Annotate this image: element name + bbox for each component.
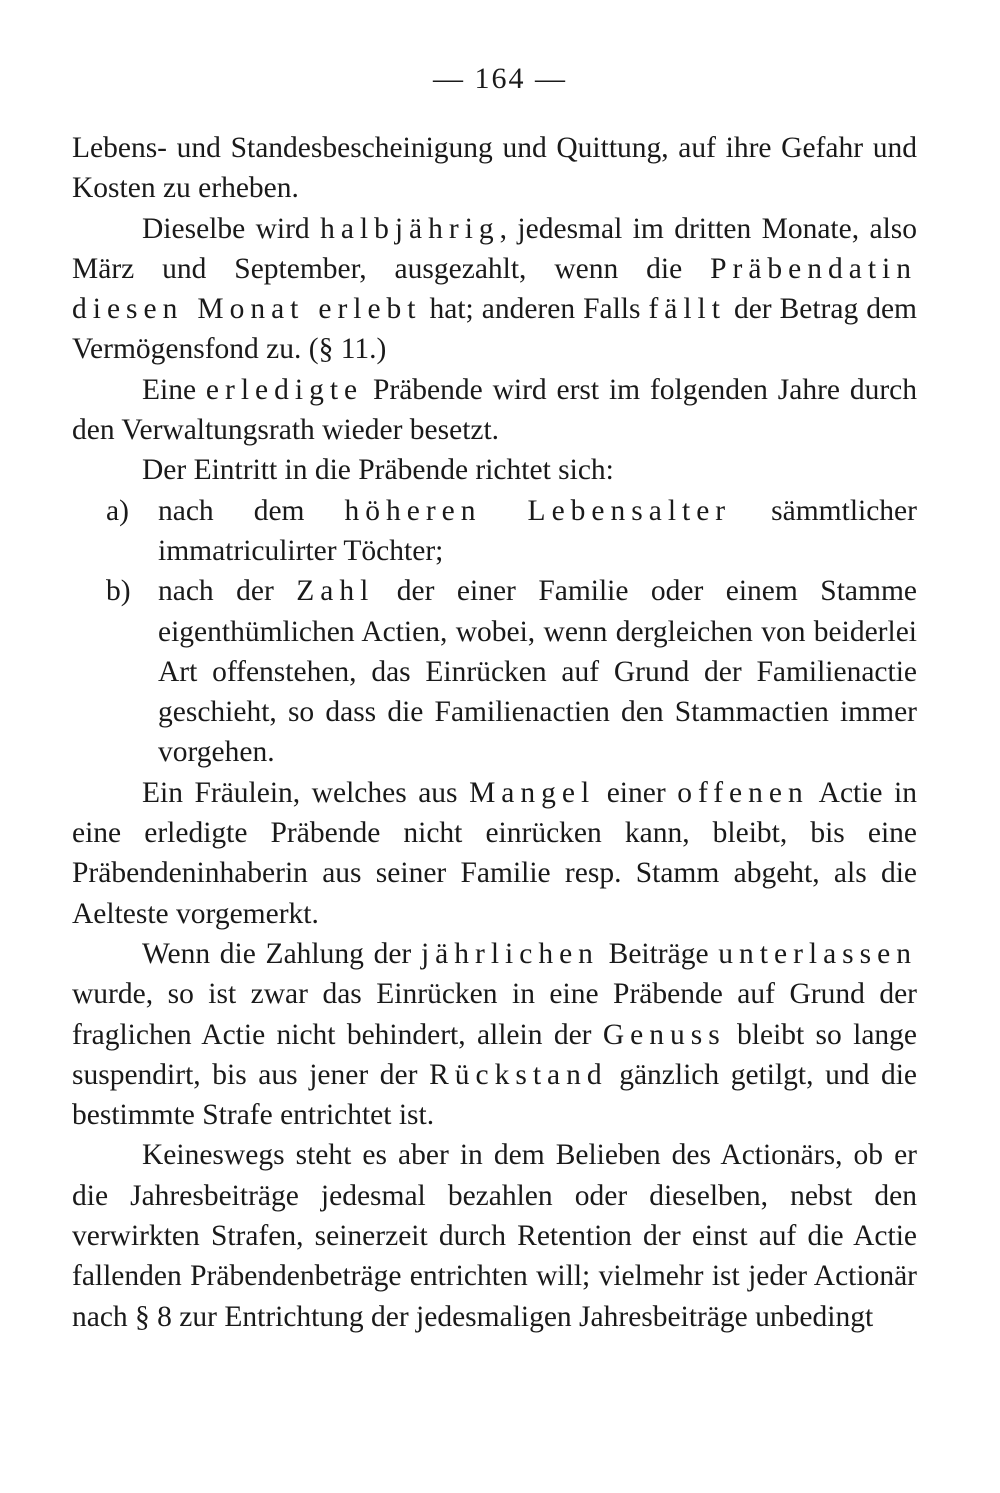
emphasis-spaced-text: jährlichen [420,937,599,970]
paragraph-text: sämmtlicher immatriculirter Töchter; [158,494,917,567]
paragraph-text: gänzlich getilgt, und die bestimmte Strafe entrichtet ist. [72,1058,917,1132]
paragraph-text: nach der [158,575,297,608]
paragraph-group-bottom [72,773,917,1337]
paragraph-text: Der Eintritt in die Präbende richtet sich: [142,454,614,487]
emphasis-spaced-text: erledigte [205,373,364,406]
paragraph-text: Lebens- und Standesbescheinigung und Quittung, auf ihre Gefahr und Kosten zu erheben. [72,132,917,205]
paragraph-p4 [72,450,917,490]
emphasis-spaced-text: Zahl [296,575,375,608]
list-item [72,491,917,572]
paragraph-text: Eine [142,373,206,406]
emphasis-spaced-text: Rückstand [429,1058,608,1091]
emphasis-spaced-text: halbjährig [320,212,500,245]
emphasis-spaced-text: offenen [677,776,809,809]
list-item [72,571,917,772]
paragraph-p2 [72,209,917,370]
paragraph-text: einer [595,776,678,809]
page-number-header: — 164 — [433,62,567,95]
paragraph-text: Beiträge [598,937,719,970]
paragraph-text: hat; anderen Falls [421,293,649,326]
paragraph-text: bleibt so lange suspendirt, bis aus jener der [72,1018,918,1091]
paragraph-text: der Betrag dem Vermögensfond zu. (§ 11.) [72,293,918,366]
list-marker: b) [106,575,131,608]
paragraph-p1 [72,128,917,209]
paragraph-text: wurde, so ist zwar das Einrücken in eine Präbende auf Grund der fraglichen Actie nicht behindert, allein der [72,978,917,1051]
list-marker: a) [106,494,129,527]
page-body [72,128,917,1337]
emphasis-spaced-text: Mangel [469,776,596,809]
paragraph-text: Actie in eine erledigte Präbende nicht einrücken kann, bleibt, bis eine Präbendeninhaberin aus seiner Familie resp. Stamm abgeht, als die Aelteste vorgemerkt. [72,776,917,930]
paragraph-group-top [72,128,917,491]
emphasis-spaced-text: höheren Lebensalter [344,494,732,527]
emphasis-spaced-text: Präbendatin diesen Monat erlebt [72,252,917,326]
paragraph-text: Dieselbe wird [142,212,321,245]
emphasis-spaced-text: unterlassen [718,937,917,970]
paragraph-p7 [72,1135,917,1336]
emphasis-spaced-text: Genuss [602,1018,726,1051]
paragraph-text: Präbende wird erst im folgenden Jahre durch den Verwaltungsrath wieder besetzt. [72,373,918,447]
paragraph-p3 [72,370,917,451]
paragraph-text: nach dem [158,494,345,527]
paragraph-text: , jedesmal im dritten Monate, also März und September, ausgezahlt, wenn die [72,212,917,285]
paragraph-text: Ein Fräulein, welches aus [142,776,470,809]
enumerated-list [72,491,917,773]
paragraph-p6 [72,934,917,1135]
paragraph-text: der einer Familie oder einem Stamme eigenthümlichen Actien, wobei, wenn dergleichen von beiderlei Art offenstehen, das Einrücken auf Grund der Familienactie geschieht, so dass die Familienactien den Stammactien immer vorgehen. [158,575,917,769]
paragraph-p5 [72,773,917,934]
paragraph-text: Keineswegs steht es aber in dem Belieben des Actionärs, ob er die Jahresbeiträge jedesmal bezahlen oder dieselben, nebst den verwirkten Strafen, seinerzeit durch Retention der einst auf die Actie fallenden Präbendenbeträge entrichten will; vielmehr ist jeder Actionär nach § 8 zur Entrichtung der jedesmaligen Jahresbeiträge unbedingt [72,1139,917,1333]
emphasis-spaced-text: fällt [648,293,726,326]
paragraph-text: Wenn die Zahlung der [142,937,421,970]
